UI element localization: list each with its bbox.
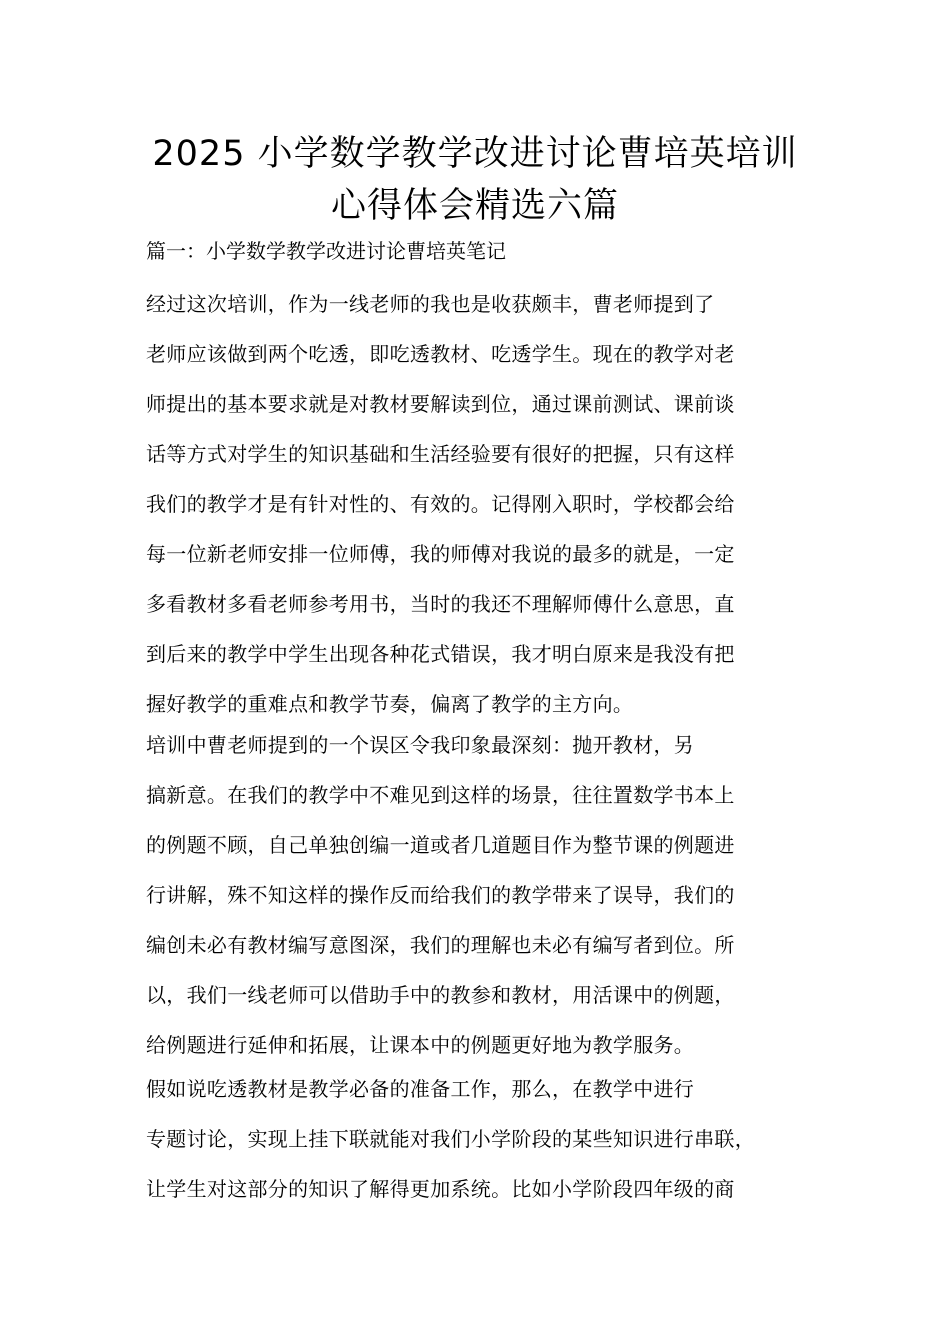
paragraph-line: 编创未必有教材编写意图深，我们的理解也未必有编写者到位。所 xyxy=(146,933,735,957)
section-heading: 篇一：小学数学教学改进讨论曹培英笔记 xyxy=(146,239,506,263)
paragraph-line: 以，我们一线老师可以借助手中的教参和教材，用活课中的例题， xyxy=(146,983,735,1007)
paragraph-line: 握好教学的重难点和教学节奏，偏离了教学的主方向。 xyxy=(146,692,634,716)
paragraph-line: 话等方式对学生的知识基础和生活经验要有很好的把握，只有这样 xyxy=(146,442,735,466)
paragraph-line: 让学生对这部分的知识了解得更加系统。比如小学阶段四年级的商 xyxy=(146,1177,735,1201)
paragraph-line: 假如说吃透教材是教学必备的准备工作，那么，在教学中进行 xyxy=(146,1077,695,1101)
document-title xyxy=(120,128,830,232)
paragraph-line: 给例题进行延伸和拓展，让课本中的例题更好地为教学服务。 xyxy=(146,1033,695,1057)
paragraph-3 xyxy=(146,1064,826,1214)
paragraph-line: 我们的教学才是有针对性的、有效的。记得刚入职时，学校都会给 xyxy=(146,492,735,516)
paragraph-1 xyxy=(146,279,826,729)
paragraph-line: 搞新意。在我们的教学中不难见到这样的场景，往往置数学书本上 xyxy=(146,783,735,807)
paragraph-line: 师提出的基本要求就是对教材要解读到位，通过课前测试、课前谈 xyxy=(146,392,735,416)
paragraph-line: 到后来的教学中学生出现各种花式错误，我才明白原来是我没有把 xyxy=(146,642,735,666)
paragraph-line: 经过这次培训，作为一线老师的我也是收获颇丰，曹老师提到了 xyxy=(146,292,715,316)
paragraph-2 xyxy=(146,720,826,1070)
paragraph-line: 行讲解，殊不知这样的操作反而给我们的教学带来了误导，我们的 xyxy=(146,883,735,907)
paragraph-line: 老师应该做到两个吃透，即吃透教材、吃透学生。现在的教学对老 xyxy=(146,342,735,366)
paragraph-line: 每一位新老师安排一位师傅，我的师傅对我说的最多的就是，一定 xyxy=(146,542,735,566)
title-line-1: 2025 小学数学教学改进讨论曹培英培训 xyxy=(152,134,798,174)
paragraph-line: 多看教材多看老师参考用书，当时的我还不理解师傅什么意思，直 xyxy=(146,592,735,616)
paragraph-line: 的例题不顾，自己单独创编一道或者几道题目作为整节课的例题进 xyxy=(146,833,735,857)
paragraph-line: 培训中曹老师提到的一个误区令我印象最深刻：抛开教材，另 xyxy=(146,733,695,757)
title-line-2: 心得体会精选六篇 xyxy=(330,186,619,226)
paragraph-line: 专题讨论，实现上挂下联就能对我们小学阶段的某些知识进行串联， xyxy=(146,1127,755,1151)
